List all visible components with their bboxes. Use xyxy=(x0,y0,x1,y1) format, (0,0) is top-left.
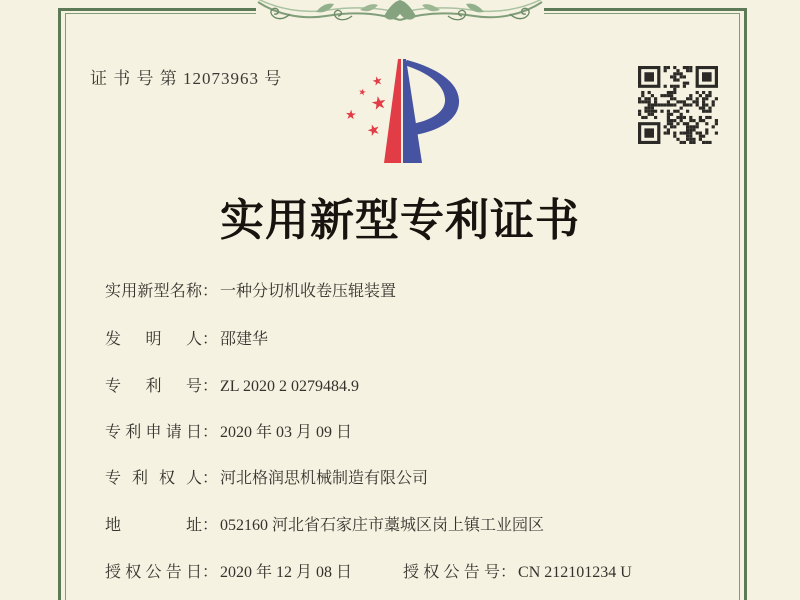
colon: ： xyxy=(202,564,219,581)
star-icon: ★ xyxy=(370,72,385,90)
field-label: 发 明 人 xyxy=(105,331,202,348)
star-icon: ★ xyxy=(369,91,389,116)
field-application-date xyxy=(105,422,352,444)
patent-p-logo-icon xyxy=(345,56,465,168)
field-utility-model-name xyxy=(105,281,396,303)
colon: ： xyxy=(202,331,219,348)
field-patentee xyxy=(105,468,428,490)
colon: ： xyxy=(202,470,219,487)
field-value: 河北格润思机械制造有限公司 xyxy=(220,470,429,487)
field-grant-date xyxy=(105,562,352,584)
field-label: 专 利 号 xyxy=(105,378,202,395)
star-icon: ★ xyxy=(357,87,368,99)
floral-scroll-icon xyxy=(256,0,544,22)
field-label: 专利申请日 xyxy=(105,424,202,441)
field-value: 2020 年 03 月 09 日 xyxy=(220,424,353,441)
field-label: 实用新型名称 xyxy=(105,283,202,300)
field-label: 地 址 xyxy=(105,517,202,534)
field-value: 邵建华 xyxy=(220,331,269,348)
colon: ： xyxy=(202,283,219,300)
field-value: ZL 2020 2 0279484.9 xyxy=(220,378,359,395)
top-floral-ornament xyxy=(256,0,544,19)
colon: ： xyxy=(202,424,219,441)
cnipa-patent-emblem-icon xyxy=(345,56,465,168)
colon: ： xyxy=(202,517,219,534)
field-label: 授权公告号 xyxy=(403,564,500,581)
colon: ： xyxy=(500,564,517,581)
field-label: 专 利 权 人 xyxy=(105,470,202,487)
field-address xyxy=(105,515,544,537)
field-grant-number xyxy=(403,562,632,584)
field-value: 2020 年 12 月 08 日 xyxy=(220,564,353,581)
field-label: 授权公告日 xyxy=(105,564,202,581)
star-icon: ★ xyxy=(364,119,383,141)
field-value: 一种分切机收卷压辊装置 xyxy=(220,283,397,300)
colon: ： xyxy=(202,378,219,395)
star-icon: ★ xyxy=(344,107,358,124)
field-value: 052160 河北省石家庄市藁城区岗上镇工业园区 xyxy=(220,517,545,534)
field-patent-number xyxy=(105,376,359,398)
field-inventor xyxy=(105,329,268,351)
field-value: CN 212101234 U xyxy=(518,564,632,581)
qr-code xyxy=(638,66,718,144)
certificate-title: 实用新型专利证书 xyxy=(220,196,580,245)
certificate-number: 证 书 号 第 12073963 号 xyxy=(90,69,283,88)
